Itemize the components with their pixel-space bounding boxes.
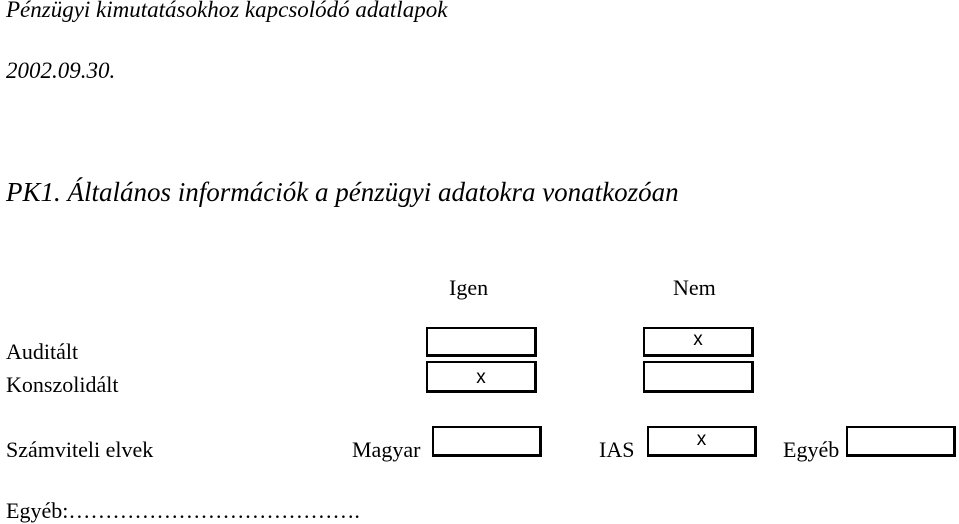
column-header-no: Nem bbox=[673, 275, 716, 300]
other-label: Egyéb: bbox=[6, 498, 69, 523]
audited-no-checkbox[interactable] bbox=[643, 327, 754, 357]
accounting-other-checkbox[interactable] bbox=[846, 426, 956, 457]
audited-no-value: x bbox=[693, 329, 703, 350]
form-title: Pénzügyi kimutatásokhoz kapcsolódó adatlapok bbox=[6, 0, 448, 22]
consolidated-no-checkbox[interactable] bbox=[643, 361, 754, 393]
section-title: PK1. Általános információk a pénzügyi adatokra vonatkozóan bbox=[6, 177, 679, 207]
column-header-yes: Igen bbox=[449, 275, 489, 300]
accounting-other-label: Egyéb bbox=[783, 437, 840, 462]
accounting-ias-label: IAS bbox=[599, 437, 635, 462]
consolidated-yes-checkbox[interactable] bbox=[426, 361, 537, 393]
accounting-ias-checkbox[interactable] bbox=[647, 426, 757, 457]
other-value-field[interactable]: …………………………………. bbox=[68, 498, 360, 523]
row-label-consolidated: Konszolidált bbox=[6, 372, 119, 397]
other-line[interactable] bbox=[6, 498, 360, 524]
accounting-principles-label: Számviteli elvek bbox=[6, 437, 154, 462]
row-label-audited: Auditált bbox=[6, 339, 79, 364]
accounting-hungarian-label: Magyar bbox=[352, 437, 421, 462]
consolidated-yes-value: x bbox=[476, 367, 486, 388]
report-date: 2002.09.30. bbox=[6, 58, 116, 83]
accounting-ias-value: x bbox=[696, 429, 707, 450]
accounting-hungarian-checkbox[interactable] bbox=[432, 426, 542, 457]
audited-yes-checkbox[interactable] bbox=[426, 327, 537, 357]
